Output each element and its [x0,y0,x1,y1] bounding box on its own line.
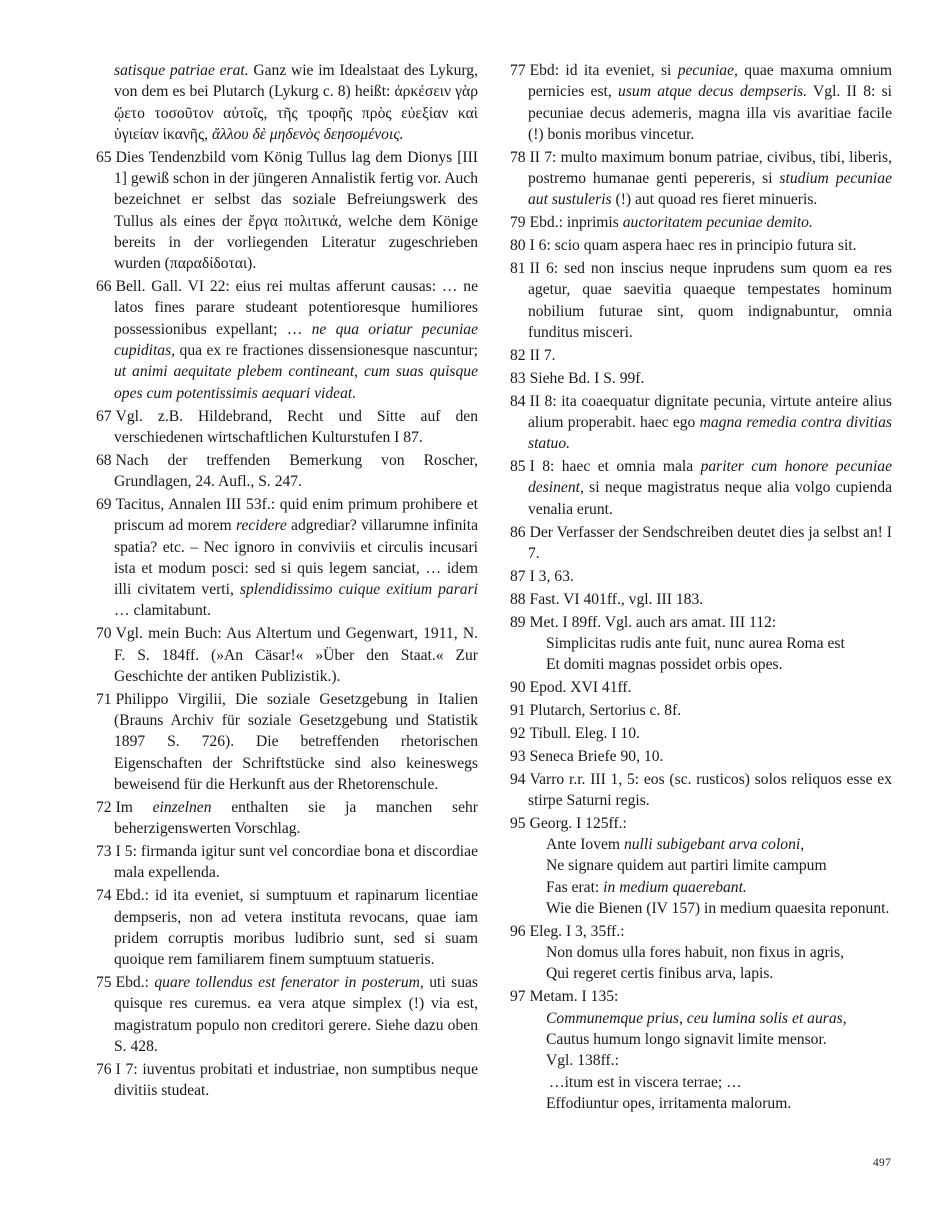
text: Vgl. II 8: si pecuniae decus ademeris, magna illa vis avaritiae facile (!) bonis moribus vincetur. [528,83,892,143]
footnote-91 [510,700,892,721]
footnote-76 [96,1059,478,1102]
footnote-93 [510,746,892,767]
text: II 6: sed non inscius neque inprudens sum quom ea res agetur, quae saevitia quaeque tempestates hominum nobilium futurae sint, quom indignabuntur, omnia funditus misceri. [528,260,892,341]
verse-line: Fas erat: in medium quaerebant. [546,878,747,896]
footnote-87 [510,566,892,587]
text: Ebd.: [115,974,155,991]
footnote-number: 84 [510,392,526,410]
text: Dies Tendenzbild vom König Tullus lag dem Dionys [III 1] gewiß schon in der jüngeren Annalistik fertig vor. Auch bezeichnet er selbst das soziale Befreiungswerk des Tullus als eines der ἔργα πολιτικά, welche dem Könige bereits in der vorliegenden Literatur zugeschrieben wurden (παραδίδοται). [114,148,478,273]
verse-line: Ante Iovem nulli subigebant arva coloni, [546,836,805,854]
italic-text: usum atque decus dempseris. [618,83,808,101]
text: quae maxuma omnium pernicies est, [528,62,892,101]
footnote-70 [96,623,478,687]
footnote-number: 75 [96,974,112,991]
footnote-78 [510,147,892,211]
footnote-73 [96,841,478,884]
text: Ganz wie im Idealstaat des Lykurg, von dem es bei Plutarch (Lykurg c. 8) heißt: ἀρκέσειν γὰρ ᾤετο τοσοῦτον αὐτοῖς, τῆς τροφῆς πρὸς εὐεξίαν καὶ ὑγιείαν ἱκανῆς, [114,62,478,143]
text: Nach der treffenden Bemerkung von Roscher, Grundlagen, 24. Aufl., S. 247. [114,451,478,491]
footnote-number: 76 [96,1060,112,1078]
footnote-number: 65 [96,148,112,166]
text: Ebd.: inprimis [529,214,623,232]
footnote-83 [510,368,892,389]
text: qua ex re fractiones dissensionesque nascuntur; [175,342,478,360]
italic-text: ἄλλου δὲ μηδενὸς δεησομένοις. [211,125,404,143]
text: Philippo Virgilii, Die soziale Gesetzgebung in Italien (Brauns Archiv für soziale Gesetzgebung und Statistik 1897 S. 726). Die betreffenden rhetorischen Eigenschaften der Schriftstücke sind also keineswegs beweisend für die Herkunft aus der Rhetorenschule. [114,690,478,793]
footnote-number: 88 [510,590,526,608]
text: II 8: ita coaequatur dignitate pecunia, virtute anteire alius alium properabit. haec ego [528,392,892,431]
footnote-number: 89 [510,613,526,631]
italic-text: satisque patriae erat. [114,62,249,79]
footnote-68 [96,450,478,493]
italic-text: magna remedia contra divitias statuo. [528,413,892,453]
footnote-number: 96 [510,922,526,940]
text: Tibull. Eleg. I 10. [529,724,640,742]
footnotes-left-column [96,60,478,1103]
footnote-86 [510,522,892,565]
footnote-96: 96 Eleg. I 3, 35ff.: Non domus ulla fores habuit, non fixus in agris, Qui regeret certis finibus arva, lapis. [510,921,892,985]
footnote-64-continued [96,60,478,145]
text: (!) aut quoad res fieret minueris. [611,191,818,209]
footnote-number: 91 [510,701,526,719]
footnote-77 [510,60,892,145]
footnote-number: 68 [96,451,112,469]
verse-line: Simplicitas rudis ante fuit, nunc aurea Roma est [546,634,845,652]
footnote-number: 86 [510,523,526,541]
footnote-number: 74 [96,887,112,905]
footnote-number: 77 [510,62,526,79]
footnote-65 [96,147,478,275]
footnote-72 [96,797,478,840]
footnote-number: 70 [96,625,112,643]
text: I 8: haec et omnia mala [529,458,701,476]
footnote-number: 71 [96,690,112,708]
verse-line: Qui regeret certis finibus arva, lapis. [546,965,774,983]
text: II 7. [529,346,556,364]
text: Epod. XVI 41ff. [529,679,632,697]
text: Bell. Gall. VI 22: eius rei multas afferunt causas: … ne latos fines parare studeant potentioresque humiliores possessionibus expellant; … [114,278,478,338]
footnotes-right-column [510,60,892,1116]
text: Vgl. mein Buch: Aus Altertum und Gegenwart, 1911, N. F. S. 184ff. (»An Cäsar!« »Über den Staat.« Zur Geschichte der antiken Publizistik.). [114,625,478,685]
footnote-number: 81 [510,260,526,278]
footnote-80 [510,235,892,256]
footnote-number: 79 [510,214,526,232]
text: Ebd: id ita eveniet, si [529,62,678,79]
text: I 6: scio quam aspera haec res in principio futura sit. [529,237,857,255]
footnote-74 [96,885,478,970]
footnote-66 [96,276,478,404]
italic-text: einzelnen [152,798,212,816]
verse-line: Communemque prius, ceu lumina solis et auras, [546,1009,847,1027]
text: Siehe Bd. I S. 99f. [529,369,645,387]
footnote-94 [510,769,892,812]
footnote-85 [510,456,892,520]
footnote-number: 87 [510,567,526,585]
footnote-71 [96,689,478,795]
footnote-number: 92 [510,724,526,742]
footnote-number: 90 [510,679,526,697]
italic-text: splendidissimo cuique exitium parari [239,581,478,599]
text: Im [115,798,153,816]
footnote-79 [510,212,892,233]
footnote-90 [510,677,892,698]
text: Ebd.: id ita eveniet, si sumptuum et rapinarum licentiae dempseris, non ad vetera instituta revocans, quae iam pridem corruptis moribus ludibrio sunt, sed si suam quoique rem familiarem finem sumptuum statueris. [114,887,478,969]
footnote-number: 83 [510,369,526,387]
text: Tacitus, Annalen III 53f.: quid enim primum prohibere et priscum ad morem [114,495,478,535]
footnote-88 [510,589,892,610]
verse-line: Et domiti magnas possidet orbis opes. [546,656,783,674]
footnote-number: 82 [510,346,526,364]
verse-line: …itum est in viscera terrae; … [549,1073,742,1091]
text: Seneca Briefe 90, 10. [529,747,664,765]
page-number: 497 [873,1157,892,1169]
footnote-number: 80 [510,237,526,255]
italic-text: ne qua oriatur pecuniae cupiditas, [114,320,479,360]
footnote-number: 66 [96,278,112,296]
text: I 7: iuventus probitati et industriae, non sumptibus neque divitiis studeat. [114,1060,478,1100]
text: Fast. VI 401ff., vgl. III 183. [529,590,704,608]
footnote-number: 67 [96,407,112,425]
text: I 3, 63. [529,567,574,585]
footnote-97: 97 Metam. I 135: Communemque prius, ceu lumina solis et auras, Cautus humum longo signavit limite mensor. Vgl. 138ff.: …itum est in viscera terrae; … Effodiuntur opes, irritamenta malorum. [510,986,892,1114]
footnote-number: 73 [96,843,112,861]
italic-text: pecuniae, [677,62,738,79]
text: Der Verfasser der Sendschreiben deutet dies ja selbst an! I 7. [528,523,892,562]
footnote-81 [510,258,892,343]
footnote-69 [96,494,478,622]
footnote-89: 89 Met. I 89ff. Vgl. auch ars amat. III 112: Simplicitas rudis ante fuit, nunc aurea Roma est Et domiti magnas possidet orbis opes. [510,612,892,676]
text: uti suas quisque res curemus. ea vera atque simplex (!) via est, magistratum populo non creditori gerere. Siehe dazu oben S. 428. [114,974,478,1055]
text: si neque magistratus neque alia volgo cupienda venalia erunt. [528,479,892,518]
footnote-95: 95 Georg. I 125ff.: Ante Iovem nulli subigebant arva coloni, Ne signare quidem aut partiri limite campum Fas erat: in medium quaerebant. Wie die Bienen (IV 157) in medium quaesita reponunt. [510,813,892,919]
italic-text: ut animi aequitate plebem contineant, cum suas quisque opes cum potentissimis aequari videat. [114,363,478,402]
footnote-number: 69 [96,495,112,513]
footnote-82 [510,345,892,366]
verse-line: Vgl. 138ff.: [546,1052,619,1070]
text: I 5: firmanda igitur sunt vel concordiae bona et discordiae mala expellenda. [114,843,478,882]
text: Varro r.r. III 1, 5: eos (sc. rusticos) solos reliquos esse ex stirpe Saturni regis. [528,770,892,809]
verse-line: Wie die Bienen (IV 157) in medium quaesita reponunt. [546,899,890,917]
footnote-number: 72 [96,798,112,816]
footnote-number: 97 [510,988,526,1006]
footnote-number: 78 [510,148,526,166]
italic-text: auctoritatem pecuniae demito. [622,214,813,232]
text: II 7: multo maximum bonum patriae, civibus, tibi, liberis, postremo humanae genti pepereris, si [528,148,892,188]
verse-line: Cautus humum longo signavit limite mensor. [546,1030,827,1048]
footnote-number: 85 [510,458,526,476]
footnote-75 [96,972,478,1057]
text: Plutarch, Sertorius c. 8f. [529,701,682,719]
verse-line: Ne signare quidem aut partiri limite campum [546,857,827,875]
footnote-number: 94 [510,770,526,788]
italic-text: pariter cum honore pecuniae desinent, [528,458,893,497]
text: Vgl. z.B. Hildebrand, Recht und Sitte auf den verschiedenen wirtschaftlichen Kulturstufen I 87. [114,407,478,446]
text: enthalten sie ja manchen sehr beherzigenswerten Vorschlag. [114,798,478,838]
footnote-number: 93 [510,747,526,765]
italic-text: quare tollendus est fenerator in posterum, [154,974,424,991]
text: … clamitabunt. [114,602,212,620]
footnote-number: 95 [510,814,526,832]
italic-text: recidere [235,517,287,535]
verse-line: Non domus ulla fores habuit, non fixus in agris, [546,944,844,962]
verse-line: Effodiuntur opes, irritamenta malorum. [546,1094,792,1112]
text: adgrediar? villarumne infinita spatia? etc. – Nec ignoro in conviviis et circulis incusari ista et modum posci: sed si quis legem sanciat, … idem illi civitatem verti, [114,517,478,599]
footnote-67 [96,406,478,449]
footnote-84 [510,391,892,455]
footnote-92 [510,723,892,744]
italic-text: studium pecuniae aut sustuleris [528,170,892,209]
